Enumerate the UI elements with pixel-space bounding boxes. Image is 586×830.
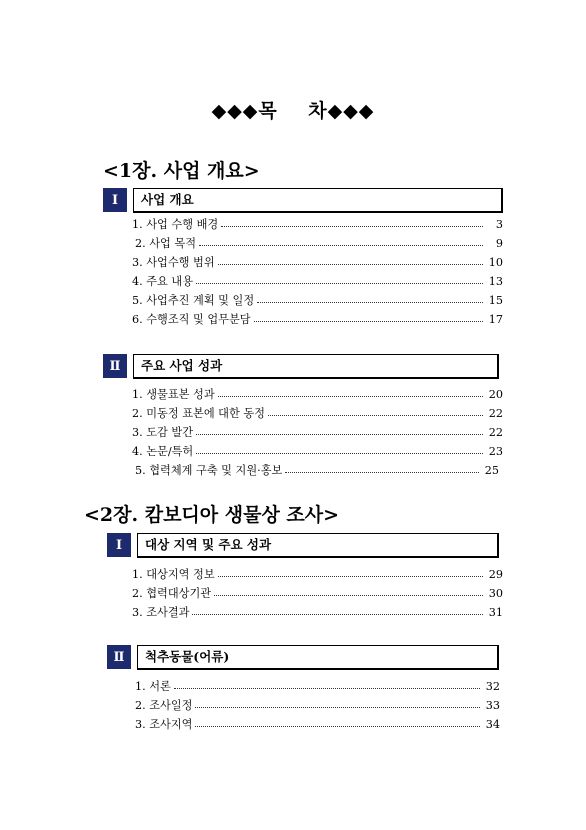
dot-leader: [196, 453, 483, 454]
ch2-section-2-header: [107, 645, 499, 669]
dot-leader: [195, 726, 479, 727]
toc-entry-label: 3. 조사지역: [135, 718, 193, 731]
toc-entry-label: 5. 협력체계 구축 및 지원·홍보: [135, 464, 283, 477]
toc-entry-page: 17: [488, 312, 503, 326]
dot-leader: [221, 226, 483, 227]
dot-leader: [199, 245, 483, 246]
toc-entry[interactable]: [132, 291, 503, 309]
dot-leader: [218, 576, 483, 577]
toc-entry-page: 22: [488, 406, 503, 420]
dot-leader: [214, 595, 483, 596]
toc-entry-label: 1. 서론: [135, 680, 171, 693]
toc-entry-label: 5. 사업추진 계획 및 일정: [132, 294, 255, 307]
toc-entry[interactable]: [132, 253, 503, 271]
toc-entry-page: 15: [488, 293, 503, 307]
toc-entry-label: 4. 논문/특허: [132, 445, 194, 458]
toc-entry-page: 22: [488, 425, 503, 439]
toc-entry-page: 25: [484, 463, 499, 477]
toc-entry-label: 3. 사업수행 범위: [132, 256, 215, 269]
toc-entry-label: 2. 협력대상기관: [132, 587, 212, 600]
toc-entry[interactable]: [132, 423, 503, 441]
toc-entry-label: 3. 조사결과: [132, 606, 190, 619]
toc-entry-page: 20: [488, 387, 503, 401]
toc-entry-page: 30: [488, 586, 503, 600]
page-title: ◆◆◆목 차◆◆◆: [211, 100, 375, 122]
toc-entry-label: 3. 도감 발간: [132, 426, 194, 439]
section-title: 주요 사업 성과: [133, 354, 499, 379]
section-title: 척추동물(어류): [137, 645, 499, 670]
dot-leader: [218, 264, 483, 265]
section-title: 사업 개요: [133, 188, 503, 213]
toc-entry-label: 1. 사업 수행 배경: [132, 218, 219, 231]
toc-entry[interactable]: [132, 603, 503, 621]
dot-leader: [218, 396, 483, 397]
dot-leader: [195, 707, 479, 708]
toc-entry[interactable]: [132, 272, 503, 290]
toc-entry-label: 2. 조사일정: [135, 699, 193, 712]
section-numeral-badge: Ⅱ: [107, 645, 131, 669]
toc-entry-page: 33: [485, 698, 500, 712]
toc-entry-label: 6. 수행조직 및 업무분담: [132, 313, 251, 326]
chapter-2-heading: <2장. 캄보디아 생물상 조사>: [84, 504, 340, 526]
toc-entry-label: 2. 사업 목적: [135, 237, 197, 250]
toc-entry[interactable]: [132, 215, 503, 233]
toc-entry[interactable]: [132, 385, 503, 403]
section-numeral-badge: Ⅱ: [103, 354, 127, 378]
toc-entry-label: 4. 주요 내용: [132, 275, 194, 288]
toc-entry-label: 1. 대상지역 정보: [132, 568, 215, 581]
toc-entry[interactable]: [135, 696, 500, 714]
toc-entry-page: 32: [485, 679, 500, 693]
ch2-section-1-header: [107, 533, 499, 557]
dot-leader: [174, 688, 480, 689]
ch1-section-2-header: [103, 354, 499, 378]
ch1-section-1-header: [103, 188, 503, 212]
toc-entry[interactable]: [135, 715, 500, 733]
dot-leader: [196, 283, 483, 284]
toc-entry-page: 31: [488, 605, 503, 619]
section-numeral-badge: Ⅰ: [103, 188, 127, 212]
dot-leader: [254, 321, 483, 322]
dot-leader: [192, 614, 482, 615]
toc-entry-page: 29: [488, 567, 503, 581]
toc-entry-page: 3: [495, 217, 503, 231]
section-numeral-badge: Ⅰ: [107, 533, 131, 557]
dot-leader: [257, 302, 483, 303]
toc-entry[interactable]: [135, 677, 500, 695]
toc-entry[interactable]: [132, 442, 503, 460]
toc-entry-page: 34: [485, 717, 500, 731]
toc-entry-page: 23: [488, 444, 503, 458]
toc-entry-label: 1. 생물표본 성과: [132, 388, 215, 401]
toc-entry-label: 2. 미동정 표본에 대한 동정: [132, 407, 265, 420]
toc-entry[interactable]: [132, 565, 503, 583]
dot-leader: [268, 415, 483, 416]
chapter-1-heading: <1장. 사업 개요>: [103, 160, 260, 182]
toc-entry[interactable]: [132, 584, 503, 602]
toc-entry[interactable]: [132, 404, 503, 422]
toc-entry-page: 10: [488, 255, 503, 269]
toc-entry-page: 13: [488, 274, 503, 288]
dot-leader: [285, 472, 478, 473]
toc-entry[interactable]: [135, 461, 499, 479]
section-title: 대상 지역 및 주요 성과: [137, 533, 499, 558]
toc-entry[interactable]: [135, 234, 503, 252]
toc-entry[interactable]: [132, 310, 503, 328]
toc-entry-page: 9: [495, 236, 503, 250]
dot-leader: [196, 434, 483, 435]
